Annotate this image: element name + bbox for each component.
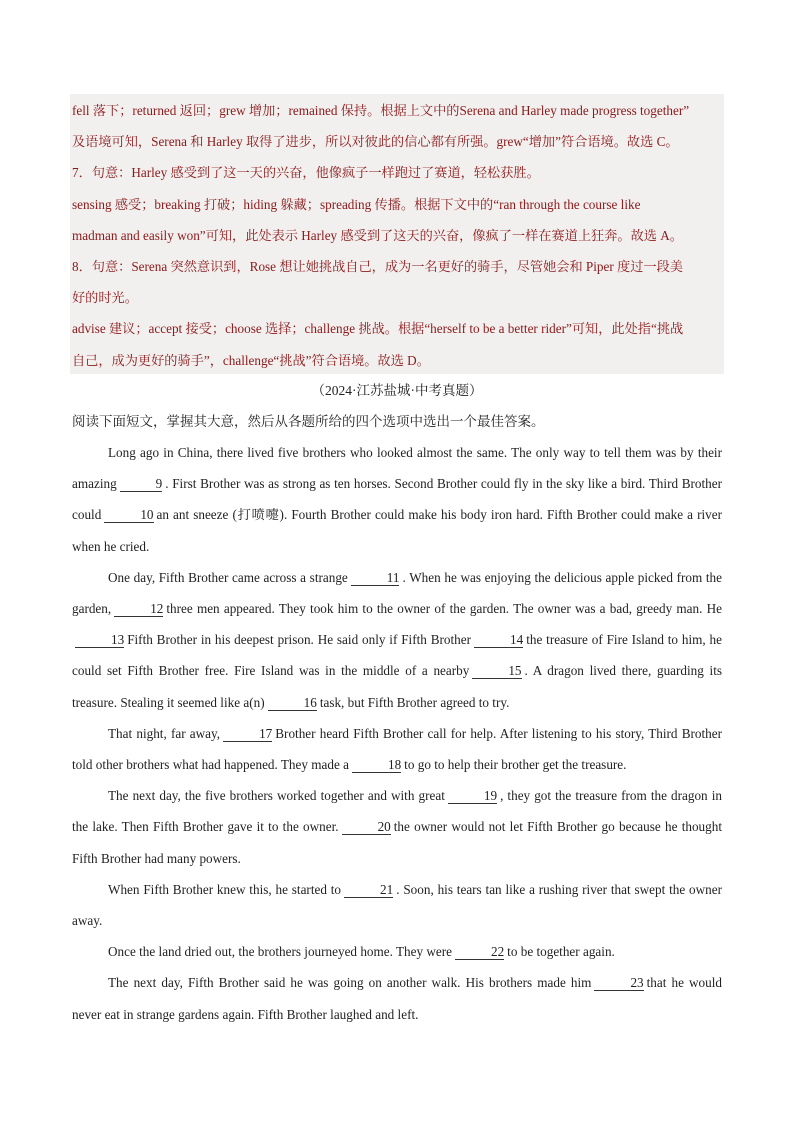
blank-22[interactable]: 22: [455, 944, 504, 960]
passage-text: . Soon, his tears tan like a rushing river that swept the owner away.: [72, 881, 722, 929]
blank-16[interactable]: 16: [268, 695, 317, 711]
passage-text: Once the land dried out, the brothers journeyed home. They were: [108, 944, 452, 960]
passage-text: . A dragon lived there, guarding its treasure. Stealing it seemed like a(n): [72, 663, 722, 710]
passage-text: to be together again.: [507, 944, 615, 960]
blank-10[interactable]: 10: [104, 507, 153, 523]
paragraph-1: [72, 437, 722, 562]
passage-text: , they got the treasure from the dragon in the lake. Then Fifth Brother gave it to the owner.: [72, 788, 722, 835]
passage-text: . First Brother was as strong as ten horses. Second Brother could fly in the sky like a bird. Third Brother could: [72, 476, 722, 523]
passage-text: The next day, the five brothers worked together and with great: [108, 788, 445, 804]
instruction: 阅读下面短文，掌握其大意，然后从各题所给的四个选项中选出一个最佳答案。: [72, 414, 545, 429]
passage-text: That night, far away,: [108, 725, 221, 741]
answer-line: madman and easily won”可知，此处表示 Harley 感受到了这天的兴奋，像疯了一样在赛道上狂奔。故选 A。: [72, 227, 683, 243]
answer-line: 7．句意：Harley 感受到了这一天的兴奋，他像疯子一样跑过了赛道，轻松获胜。: [72, 165, 540, 181]
reading-passage: [72, 437, 722, 1030]
passage-text: Long ago in China, there lived five brothers who looked almost the same. The only way to tell them was by their amazing: [72, 445, 722, 492]
blank-15[interactable]: 15: [472, 663, 521, 679]
passage-text: task, but Fifth Brother agreed to try.: [319, 694, 510, 710]
blank-11[interactable]: 11: [351, 570, 400, 586]
answer-line: 及语境可知，Serena 和 Harley 取得了进步，所以对彼此的信心都有所强。grew“增加”符合语境。故选 C。: [72, 134, 679, 150]
paragraph-3: [72, 718, 722, 780]
answer-line: 自己，成为更好的骑手”，challenge“挑战”符合语境。故选 D。: [72, 352, 430, 368]
passage-text: When Fifth Brother knew this, he started to: [108, 881, 342, 897]
answer-line: advise 建议；accept 接受；choose 选择；challenge 挑战。根据“herself to be a better rider”可知，此处指“挑战: [72, 321, 684, 337]
blank-13[interactable]: 13: [75, 632, 124, 648]
answer-explanation: [72, 95, 724, 376]
blank-23[interactable]: 23: [594, 975, 643, 991]
passage-text: the treasure of Fire Island to him, he could set Fifth Brother free. Fire Island was in the middle of a nearby: [72, 632, 722, 679]
blank-14[interactable]: 14: [474, 632, 523, 648]
passage-text: the owner would not let Fifth Brother go because he thought Fifth Brother had many powers.: [72, 819, 722, 866]
passage-text: . When he was enjoying the delicious apple picked from the garden,: [72, 569, 722, 617]
passage-text: Fifth Brother in his deepest prison. He said only if Fifth Brother: [127, 632, 472, 648]
answer-line: fell 落下；returned 返回；grew 增加；remained 保持。根据上文中的Serena and Harley made progress together”: [72, 103, 690, 118]
answer-line: 8．句意：Serena 突然意识到，Rose 想让她挑战自己，成为一名更好的骑手，尽管她会和 Piper 度过一段美: [72, 259, 683, 275]
passage-text: an ant sneeze (打喷嚏). Fourth Brother could make his body iron hard. Fifth Brother could make a river when he cried.: [72, 507, 722, 554]
passage-text: The next day, Fifth Brother said he was going on another walk. His brothers made him: [108, 975, 592, 991]
passage-text: that he would never eat in strange gardens again. Fifth Brother laughed and left.: [72, 975, 722, 1022]
blank-18[interactable]: 18: [352, 757, 401, 773]
blank-21[interactable]: 21: [344, 882, 393, 898]
blank-19[interactable]: 19: [448, 788, 497, 804]
blank-17[interactable]: 17: [223, 726, 272, 742]
paragraph-7: [72, 967, 722, 1029]
paragraph-5: [72, 874, 722, 936]
passage-text: three men appeared. They took him to the owner of the garden. The owner was a bad, greedy man. He: [166, 601, 722, 617]
paragraph-4: [72, 780, 722, 874]
blank-20[interactable]: 20: [342, 819, 391, 835]
passage-text: to go to help their brother get the treasure.: [404, 757, 627, 773]
answer-line: 好的时光。: [72, 290, 138, 306]
paragraph-2: [72, 562, 722, 718]
blank-9[interactable]: 9: [120, 476, 163, 492]
passage-text: Brother heard Fifth Brother call for help. After listening to his story, Third Brother told other brothers what had happened. They made a: [72, 725, 722, 773]
blank-12[interactable]: 12: [114, 601, 163, 617]
source-label: （2024·江苏盐城·中考真题）: [311, 383, 483, 398]
paragraph-6: [72, 936, 722, 967]
answer-line: sensing 感受；breaking 打破；hiding 躲藏；spreading 传播。根据下文中的“ran through the course like: [72, 196, 641, 212]
passage-text: One day, Fifth Brother came across a strange: [108, 569, 348, 585]
